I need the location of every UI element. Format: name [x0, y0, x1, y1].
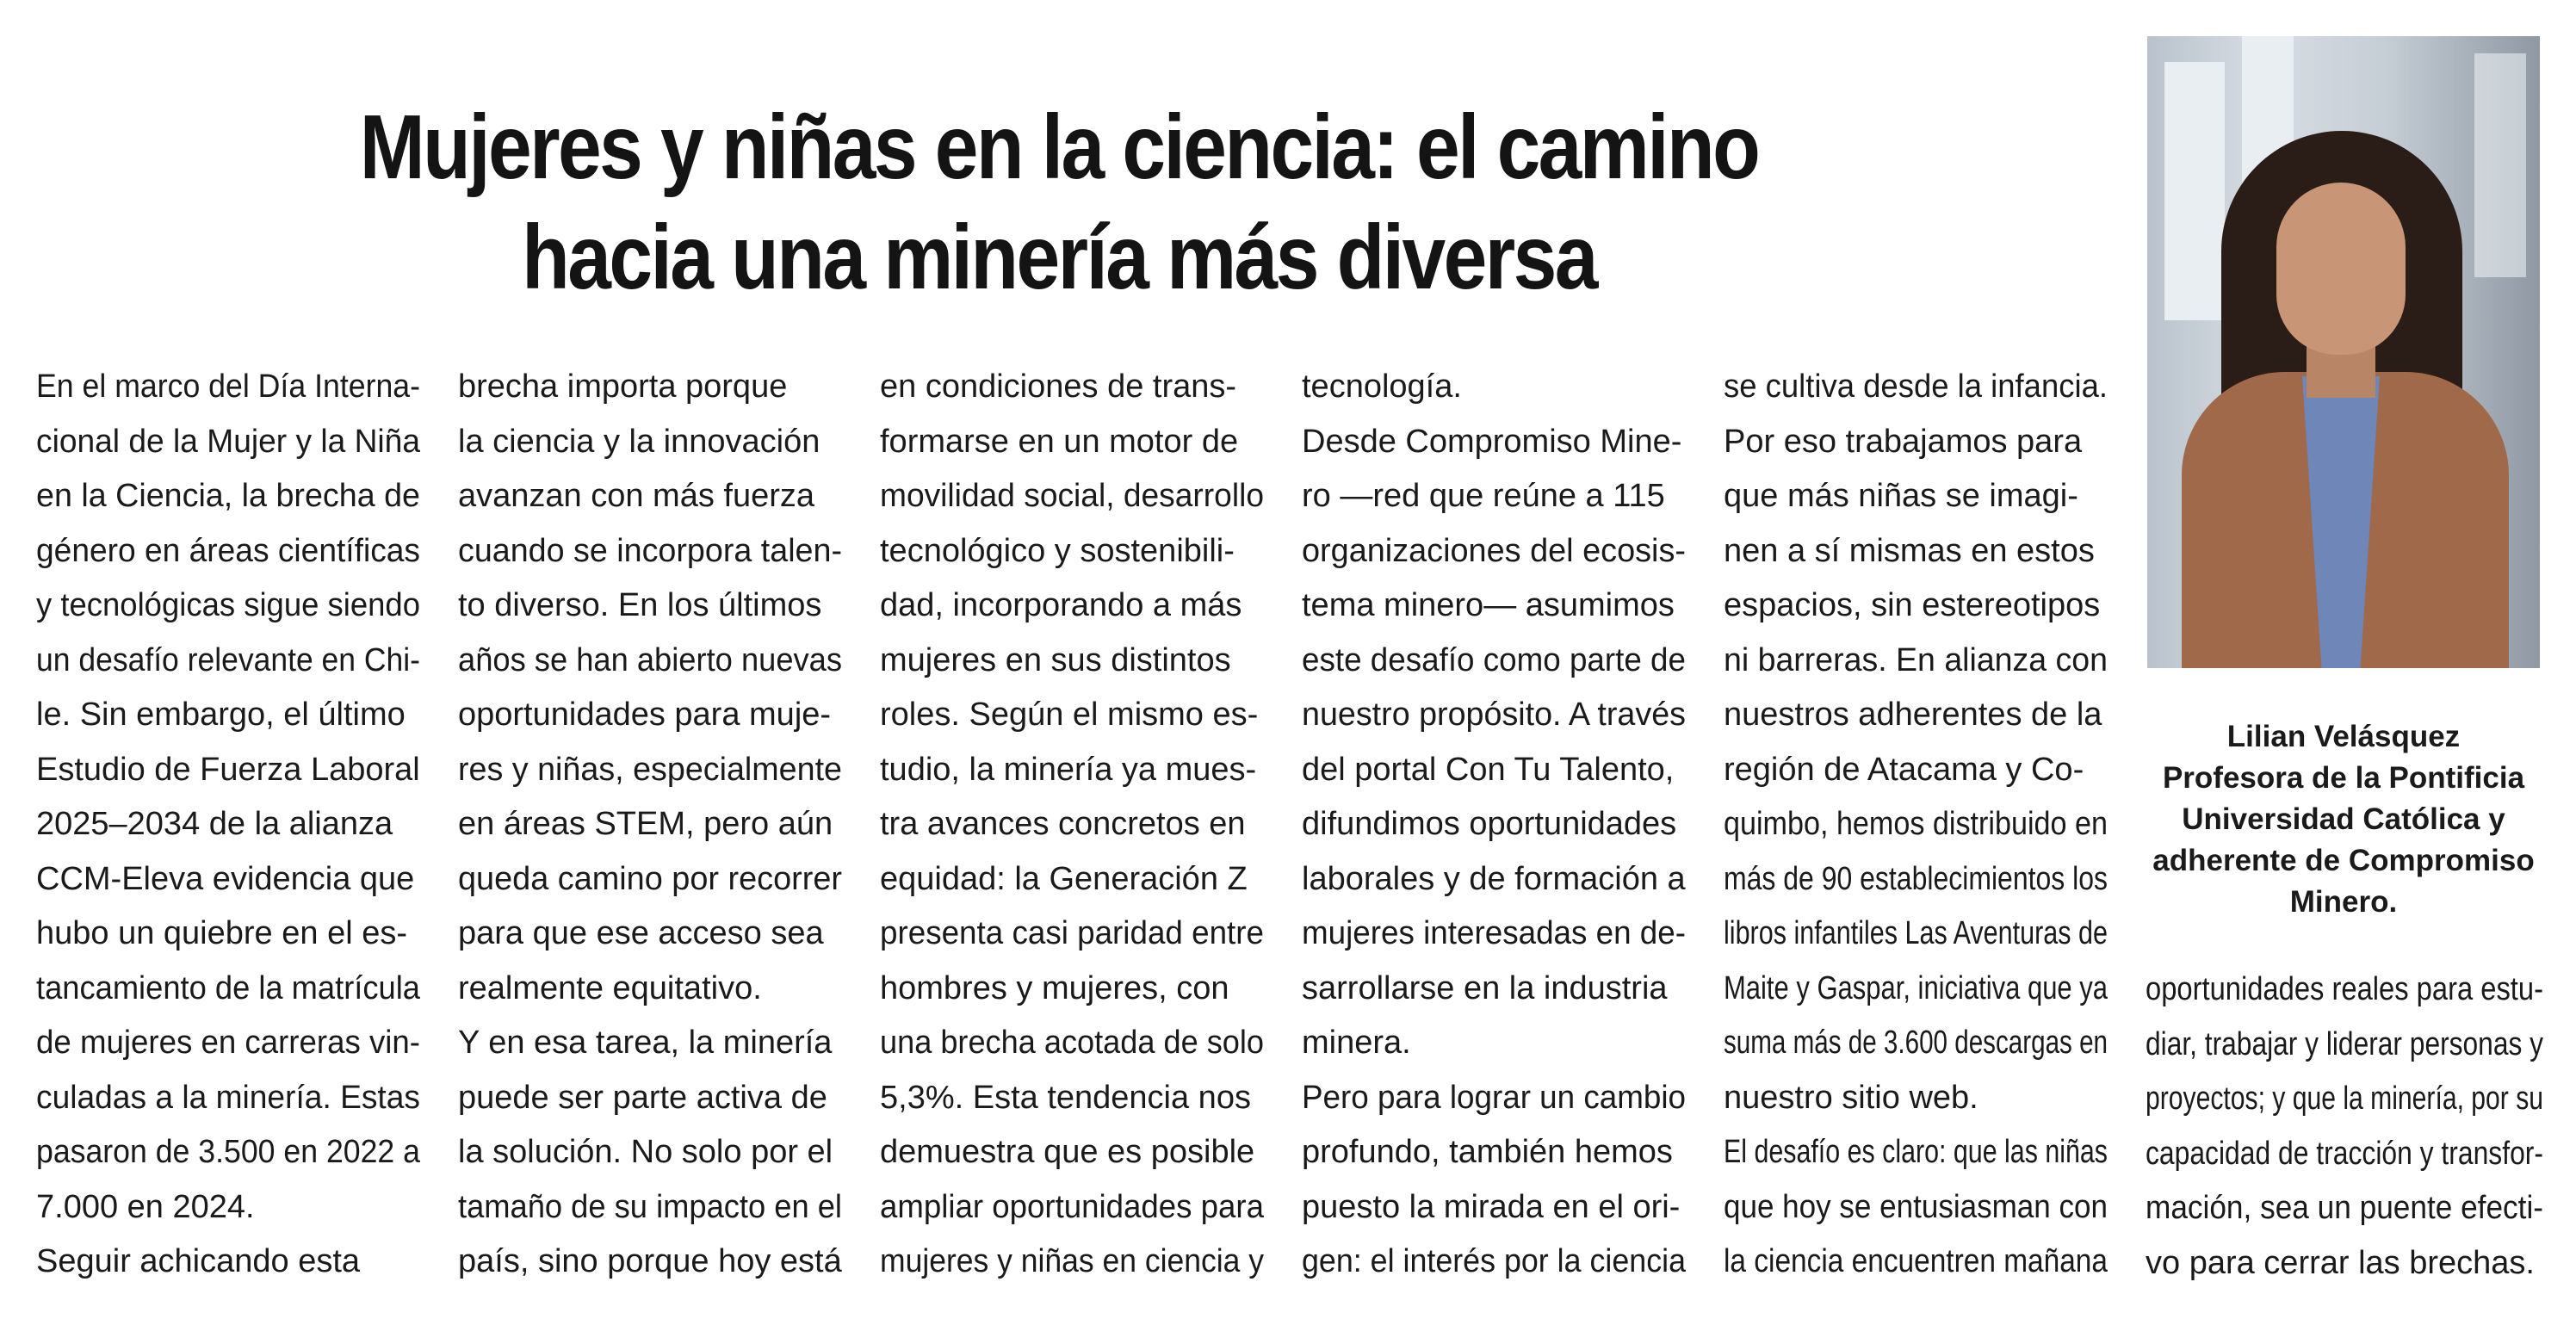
author-portrait-photo: [2147, 36, 2540, 668]
article-text-line: se cultiva desde la infancia.: [1724, 368, 2108, 405]
article-text-line: tudio, la minería ya mues-: [880, 751, 1257, 788]
article-text-line: más de 90 establecimientos los: [1724, 860, 2108, 897]
article-text-line: formarse en un motor de: [880, 423, 1239, 460]
article-text-line: Pero para lograr un cambio: [1302, 1079, 1686, 1116]
article-text-line: proyectos; y que la minería, por su: [2146, 1081, 2543, 1117]
article-text-line: Y en esa tarea, la minería: [458, 1025, 833, 1061]
article-text-line: brecha importa porque: [458, 368, 788, 405]
article-text-line: capacidad de tracción y transfor-: [2146, 1135, 2543, 1172]
article-text-line: Por eso trabajamos para: [1724, 423, 2083, 460]
article-column-2: [458, 360, 842, 1290]
author-title-line-2: Universidad Católica y: [2182, 802, 2505, 836]
article-text-line: años se han abierto nuevas: [458, 641, 842, 678]
article-text-line: minera.: [1302, 1025, 1411, 1061]
article-text-line: mujeres en sus distintos: [880, 641, 1231, 678]
article-text-line: hubo un quiebre en el es-: [36, 915, 407, 951]
article-column-1: [36, 360, 420, 1290]
article-text-line: le. Sin embargo, el último: [36, 697, 406, 733]
article-text-line: 2025–2034 de la alianza: [36, 806, 393, 842]
article-text-line: vo para cerrar las brechas.: [2146, 1244, 2535, 1281]
article-text-line: profundo, también hemos: [1302, 1134, 1673, 1170]
article-text-line: la solución. No solo por el: [458, 1134, 833, 1170]
article-text-line: tancamiento de la matrícula: [36, 969, 420, 1006]
article-text-line: de mujeres en carreras vin-: [36, 1025, 420, 1061]
article-text-line: un desafío relevante en Chi-: [36, 641, 420, 678]
author-caption: [2147, 716, 2540, 923]
article-text-line: mujeres y niñas en ciencia y: [880, 1243, 1264, 1279]
article-text-line: ampliar oportunidades para: [880, 1188, 1264, 1225]
author-title-line-3: adherente de Compromiso: [2152, 844, 2535, 877]
article-text-line: para que ese acceso sea: [458, 915, 824, 951]
article-text-line: que más niñas se imagi-: [1724, 478, 2078, 514]
headline-line-2: hacia una minería más diversa: [522, 207, 1596, 309]
article-column-3: [880, 360, 1264, 1290]
article-text-line: región de Atacama y Co-: [1724, 751, 2084, 788]
article-text-line: demuestra que es posible: [880, 1134, 1255, 1170]
article-text-line: puesto la mirada en el ori-: [1302, 1188, 1681, 1225]
article-text-line: dad, incorporando a más: [880, 587, 1242, 623]
article-text-line: y tecnológicas sigue siendo: [36, 587, 420, 623]
article-text-line: avanzan con más fuerza: [458, 478, 815, 514]
article-text-line: nuestro propósito. A través: [1302, 697, 1686, 733]
article-text-line: puede ser parte activa de: [458, 1079, 827, 1116]
article-column-6: [2146, 963, 2543, 1291]
article-text-line: realmente equitativo.: [458, 969, 762, 1006]
article-text-line: diar, trabajar y liderar personas y: [2146, 1025, 2543, 1062]
article-text-line: tra avances concretos en: [880, 806, 1246, 842]
article-text-line: Desde Compromiso Mine-: [1302, 423, 1682, 460]
article-text-line: la ciencia encuentren mañana: [1724, 1243, 2108, 1279]
article-text-line: equidad: la Generación Z: [880, 860, 1248, 897]
article-text-line: difundimos oportunidades: [1302, 806, 1677, 842]
article-text-line: cuando se incorpora talen-: [458, 532, 842, 569]
article-text-line: tecnológico y sostenibili-: [880, 532, 1235, 569]
article-text-line: mación, sea un puente efecti-: [2146, 1190, 2543, 1226]
article-text-line: que hoy se entusiasman con: [1724, 1188, 2108, 1225]
article-text-line: roles. Según el mismo es-: [880, 697, 1259, 733]
article-text-line: en condiciones de trans-: [880, 368, 1237, 405]
article-column-5: [1724, 360, 2108, 1290]
article-column-4: [1302, 360, 1686, 1290]
article-text-line: suma más de 3.600 descargas en: [1724, 1025, 2108, 1061]
article-text-line: mujeres interesadas en de-: [1302, 915, 1686, 951]
article-text-line: ni barreras. En alianza con: [1724, 641, 2108, 678]
article-text-line: la ciencia y la innovación: [458, 423, 820, 460]
article-text-line: tecnología.: [1302, 368, 1462, 405]
article-text-line: 7.000 en 2024.: [36, 1188, 255, 1225]
article-text-line: Maite y Gaspar, iniciativa que ya: [1724, 969, 2108, 1006]
headline-line-1: Mujeres y niñas en la ciencia: el camino: [359, 96, 1759, 199]
article-text-line: CCM-Eleva evidencia que: [36, 860, 415, 897]
article-text-line: sarrollarse en la industria: [1302, 969, 1668, 1006]
article-text-line: nen a sí mismas en estos: [1724, 532, 2095, 569]
author-title-line-4: Minero.: [2289, 885, 2398, 919]
article-text-line: queda camino por recorrer: [458, 860, 842, 897]
article-text-line: Estudio de Fuerza Laboral: [36, 751, 420, 788]
article-text-line: pasaron de 3.500 en 2022 a: [36, 1134, 420, 1170]
article-text-line: nuestros adherentes de la: [1724, 697, 2102, 733]
article-text-line: organizaciones del ecosis-: [1302, 532, 1686, 569]
article-text-line: hombres y mujeres, con: [880, 969, 1229, 1006]
author-title-line-1: Profesora de la Pontificia: [2162, 761, 2525, 795]
article-text-line: en áreas STEM, pero aún: [458, 806, 833, 842]
article-text-line: del portal Con Tu Talento,: [1302, 751, 1675, 788]
article-headline: [178, 92, 1941, 313]
author-name: Lilian Velásquez: [2226, 720, 2461, 753]
article-text-line: El desafío es claro: que las niñas: [1724, 1134, 2108, 1170]
article-text-line: tamaño de su impacto en el: [458, 1188, 842, 1225]
article-text-line: en la Ciencia, la brecha de: [36, 478, 420, 514]
article-text-line: país, sino porque hoy está: [458, 1243, 842, 1279]
article-text-line: 5,3%. Esta tendencia nos: [880, 1079, 1251, 1116]
article-text-line: gen: el interés por la ciencia: [1302, 1243, 1686, 1279]
article-text-line: En el marco del Día Interna-: [36, 368, 420, 405]
article-text-line: culadas a la minería. Estas: [36, 1079, 420, 1116]
article-text-line: Seguir achicando esta: [36, 1243, 361, 1279]
article-text-line: oportunidades para muje-: [458, 697, 832, 733]
article-text-line: este desafío como parte de: [1302, 641, 1686, 678]
article-text-line: libros infantiles Las Aventuras de: [1724, 915, 2108, 951]
article-text-line: movilidad social, desarrollo: [880, 478, 1264, 514]
article-text-line: ro —red que reúne a 115: [1302, 478, 1665, 514]
article-text-line: una brecha acotada de solo: [880, 1025, 1264, 1061]
article-text-line: nuestro sitio web.: [1724, 1079, 1978, 1116]
article-text-line: tema minero— asumimos: [1302, 587, 1675, 623]
article-text-line: espacios, sin estereotipos: [1724, 587, 2101, 623]
article-text-line: quimbo, hemos distribuido en: [1724, 806, 2108, 842]
article-text-line: género en áreas científicas: [36, 532, 420, 569]
article-text-line: laborales y de formación a: [1302, 860, 1686, 897]
article-text-line: res y niñas, especialmente: [458, 751, 842, 788]
article-text-line: oportunidades reales para estu-: [2146, 971, 2543, 1007]
article-text-line: presenta casi paridad entre: [880, 915, 1264, 951]
article-text-line: to diverso. En los últimos: [458, 587, 822, 623]
article-text-line: cional de la Mujer y la Niña: [36, 423, 420, 460]
